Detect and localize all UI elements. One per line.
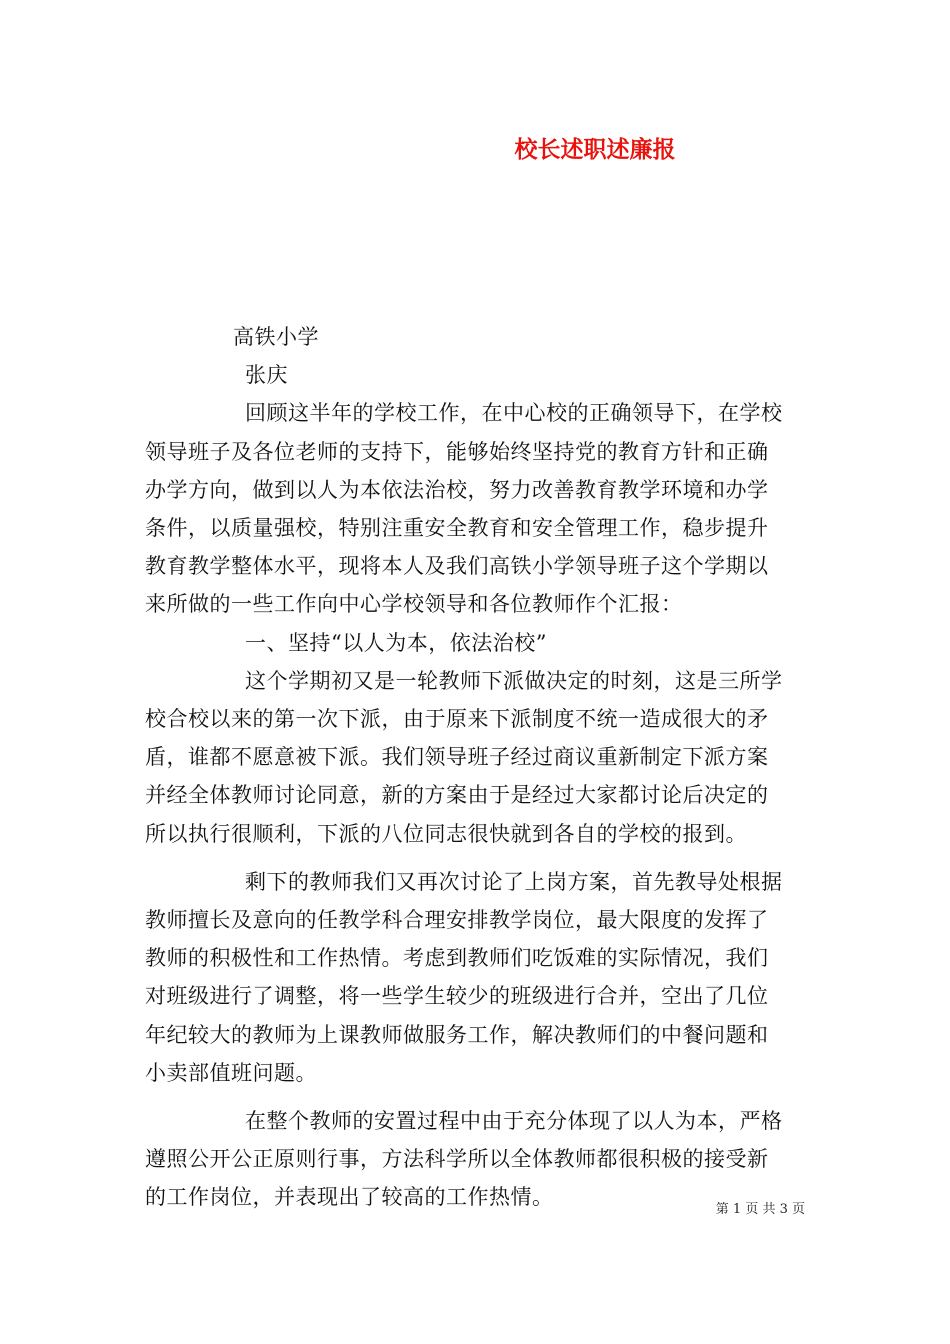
paragraph-placement: [145, 1102, 810, 1217]
paragraph-line: 年纪较大的教师为上课教师做服务工作，解决教师们的中餐问题和: [145, 1022, 769, 1047]
paragraph-line: 盾，谁都不愿意被下派。我们领导班子经过商议重新制定下派方案: [145, 745, 769, 770]
paragraph-line: 校合校以来的第一次下派，由于原来下派制度不统一造成很大的矛: [145, 707, 769, 732]
paragraph-intro: [145, 394, 810, 623]
paragraph-line: 回顾这半年的学校工作，在中心校的正确领导下，在学校: [245, 401, 783, 426]
document-body: [145, 318, 810, 1217]
paragraph-line: 领导班子及各位老师的支持下，能够始终坚持党的教育方针和正确: [145, 439, 769, 464]
paragraph-line: 条件，以质量强校，特别注重安全教育和安全管理工作，稳步提升: [145, 516, 769, 541]
paragraph-line: 来所做的一些工作向中心学校领导和各位教师作个汇报：: [145, 592, 683, 617]
paragraph-line: 的工作岗位，并表现出了较高的工作热情。: [145, 1185, 554, 1210]
paragraph-line: 遵照公开公正原则行事，方法科学所以全体教师都很积极的接受新: [145, 1147, 769, 1172]
school-name: 高铁小学: [233, 325, 319, 349]
paragraph-line: 所以执行很顺利，下派的八位同志很快就到各自的学校的报到。: [145, 821, 747, 846]
paragraph-line: 小卖部值班问题。: [145, 1060, 317, 1085]
paragraph-assignment: [145, 863, 810, 1092]
paragraph-dispatch: [145, 662, 810, 853]
section-heading: [145, 624, 810, 662]
author-name: 张庆: [245, 363, 288, 388]
paragraph-line: 剩下的教师我们又再次讨论了上岗方案，首先教导处根据: [245, 869, 783, 894]
document-title: 校长述职述廉报: [514, 137, 676, 163]
paragraph-line: 教师擅长及意向的任教学科合理安排教学岗位，最大限度的发挥了: [145, 908, 769, 933]
paragraph-line: 对班级进行了调整，将一些学生较少的班级进行合并，空出了几位: [145, 984, 769, 1009]
paragraph-line: 并经全体教师讨论同意，新的方案由于是经过大家都讨论后决定的: [145, 783, 769, 808]
paragraph-line: 这个学期初又是一轮教师下派做决定的时刻，这是三所学: [245, 668, 783, 693]
section-heading-text: 一、坚持“以人为本，依法治校”: [245, 630, 547, 655]
page-number-footer: 第 1 页 共 3 页: [715, 1202, 805, 1217]
paragraph-line: 在整个教师的安置过程中由于充分体现了以人为本，严格: [245, 1109, 783, 1134]
paragraph-line: 教师的积极性和工作热情。考虑到教师们吃饭难的实际情况，我们: [145, 946, 769, 971]
paragraph-line: 教育教学整体水平，现将本人及我们高铁小学领导班子这个学期以: [145, 554, 769, 579]
paragraph-line: 办学方向，做到以人为本依法治校，努力改善教育教学环境和办学: [145, 477, 769, 502]
